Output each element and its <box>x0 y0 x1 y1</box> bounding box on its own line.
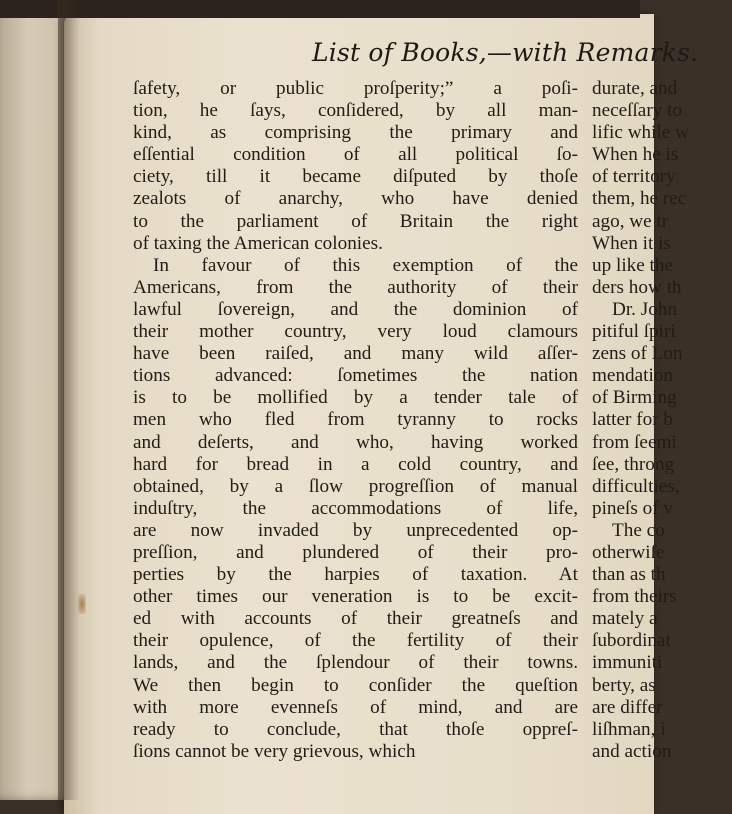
running-head: List of Books,—with Remarks. <box>312 38 699 67</box>
text-line: tion, he ſays, conſidered, by all man- <box>133 100 578 122</box>
text-line: durate, and <box>592 78 678 99</box>
text-line: In favour of this exemption of the <box>153 254 578 276</box>
text-line: their mother country, very loud clamours <box>133 321 578 343</box>
text-line: their opulence, of the fertility of their <box>133 630 578 652</box>
book-gutter <box>58 0 80 800</box>
main-text-column <box>133 78 578 763</box>
text-line: pitiful ſpiri <box>592 321 676 343</box>
text-line: latter for b <box>592 409 673 431</box>
text-line: When it is <box>592 232 671 254</box>
text-line: The co <box>612 519 665 541</box>
text-line: neceſſary to <box>592 100 683 122</box>
text-line: to the parliament of Britain the right <box>133 210 578 232</box>
text-line: perties by the harpies of taxation. At <box>133 564 578 586</box>
text-line: mendation <box>592 365 673 387</box>
text-line: lands, and the ſplendour of their towns. <box>133 652 578 674</box>
text-line: up like the <box>592 254 673 276</box>
text-line: lific while w <box>592 122 689 144</box>
book-page <box>64 14 699 814</box>
text-line: Americans, from the authority of their <box>133 276 578 298</box>
text-line: are now invaded by unprecedented op- <box>133 519 578 541</box>
text-line: are differ <box>592 696 663 718</box>
text-line: of territory <box>592 166 676 188</box>
text-line: tions advanced: ſometimes the nation <box>133 365 578 387</box>
background-top <box>0 0 640 18</box>
text-line: them, he rec <box>592 188 687 210</box>
text-line: men who fled from tyranny to rocks <box>133 409 578 431</box>
text-line: otherwiſe <box>592 541 665 563</box>
text-line: zealots of anarchy, who have denied <box>133 188 578 210</box>
text-line: ſee, throng <box>592 453 675 475</box>
text-line: pineſs of v <box>592 497 674 519</box>
text-line: of taxing the American colonies. <box>133 232 383 254</box>
text-line: When he is <box>592 144 679 166</box>
text-line: immuniti <box>592 652 663 674</box>
text-line: kind, as comprising the primary and <box>133 122 578 144</box>
text-line: and action <box>592 740 672 762</box>
text-line: ed with accounts of their greatneſs and <box>133 608 578 630</box>
text-line: We then begin to conſider the queſtion <box>133 674 578 696</box>
text-line: difficulties, <box>592 475 680 497</box>
text-line: obtained, by a ſlow progreſſion of manual <box>133 475 578 497</box>
text-line: lawful ſovereign, and the dominion of <box>133 298 578 320</box>
text-line: hard for bread in a cold country, and <box>133 453 578 475</box>
text-line: ſafety, or public proſperity;” a poſi- <box>133 78 578 99</box>
text-line: and deſerts, and who, having worked <box>133 431 578 453</box>
text-line: liſhman, i <box>592 718 666 740</box>
text-line: berty, as <box>592 674 656 696</box>
text-line: from ſeemi <box>592 431 677 453</box>
right-text-column <box>592 78 732 763</box>
text-line: with more evenneſs of mind, and are <box>133 696 578 718</box>
text-line: induſtry, the accommodations of life, <box>133 497 578 519</box>
text-line: zens of Lon <box>592 343 683 365</box>
text-line: of Birming <box>592 387 677 409</box>
text-line: ders how th <box>592 276 682 298</box>
text-line: Dr. John <box>612 298 678 320</box>
text-line: from theirs <box>592 586 677 608</box>
text-line: ſions cannot be very grievous, which <box>133 740 416 762</box>
text-line: ciety, till it became diſputed by thoſe <box>133 166 578 188</box>
text-line: is to be mollified by a tender tale of <box>133 387 578 409</box>
text-line: preſſion, and plundered of their pro- <box>133 541 578 563</box>
text-line: ready to conclude, that thoſe oppreſ- <box>133 718 578 740</box>
text-line: mately a <box>592 608 658 630</box>
text-line: eſſential condition of all political ſo- <box>133 144 578 166</box>
text-line: than as th <box>592 564 666 586</box>
text-line: ſubordinat <box>592 630 671 652</box>
text-line: have been raiſed, and many wild aſſer- <box>133 343 578 365</box>
text-line: other times our veneration is to be excit- <box>133 586 578 608</box>
text-line: ago, we tr <box>592 210 669 232</box>
